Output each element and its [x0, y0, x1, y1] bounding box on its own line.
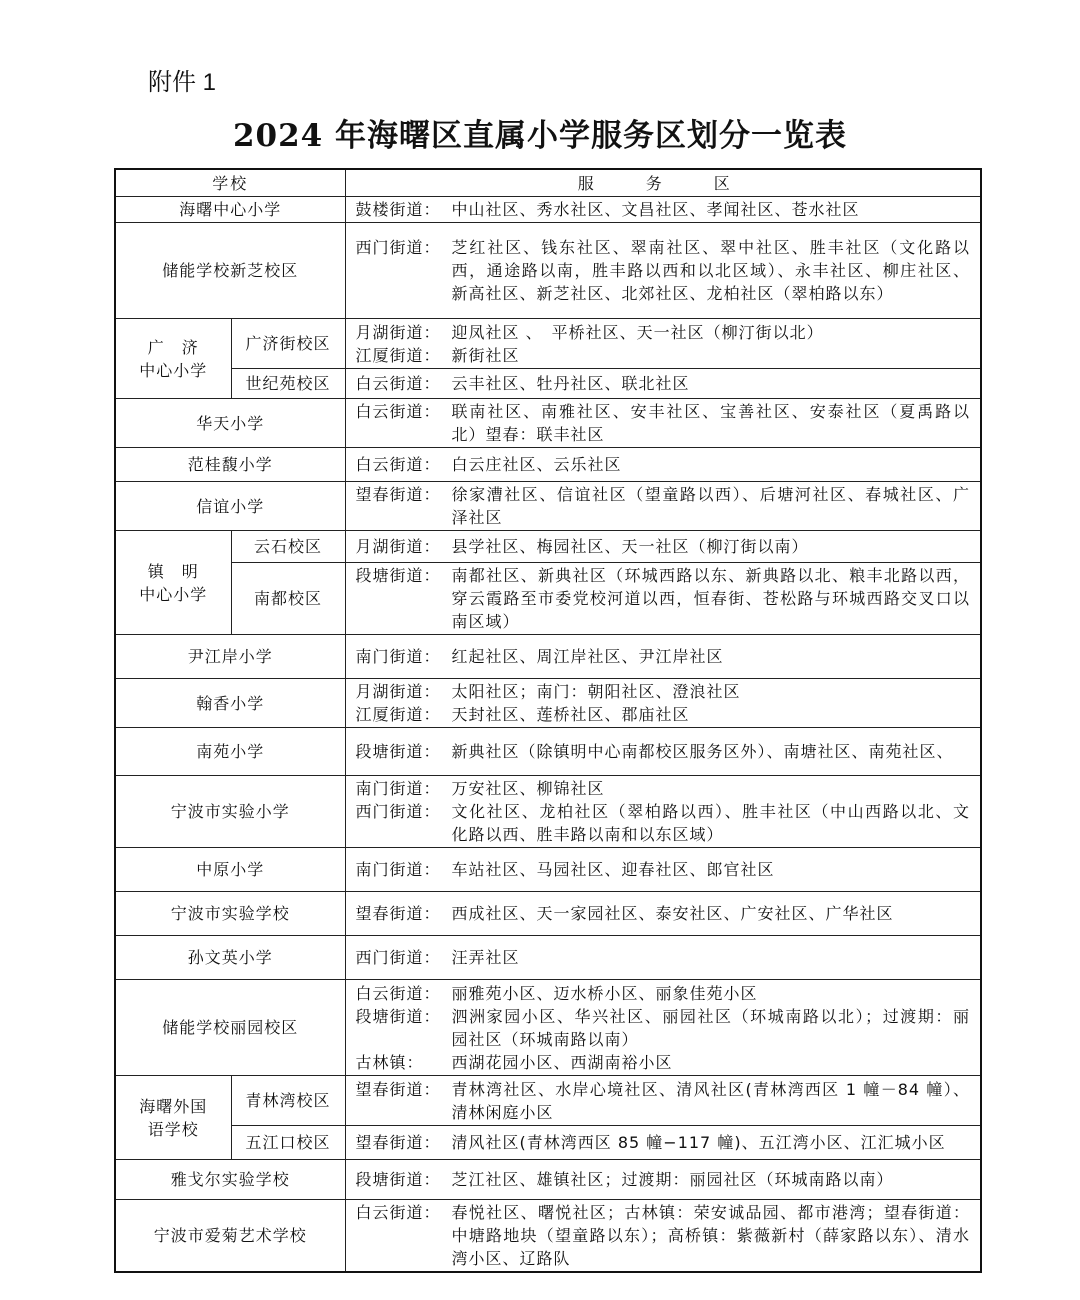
table-row [115, 223, 981, 319]
street-name: 段塘街道： [355, 742, 441, 761]
community-list: 西湖花园小区、西湖南裕小区 [451, 1052, 673, 1072]
table-row [115, 980, 981, 1076]
school-group-name-line: 语学校 [147, 1119, 199, 1139]
street-name: 西门街道： [355, 802, 441, 821]
service-line [356, 198, 971, 221]
street-name: 鼓楼街道： [355, 200, 441, 219]
school-name: 南苑小学 [115, 728, 345, 776]
attachment-label: 附件 1 [148, 69, 217, 96]
table-row [115, 1076, 981, 1126]
community-list: 白云庄社区、云乐社区 [451, 455, 622, 474]
school-group-name-line: 广 济 [147, 337, 199, 357]
service-line [356, 1051, 971, 1074]
street-name: 江厦街道： [355, 705, 441, 724]
table-row [115, 848, 981, 892]
community-list: 汪弄社区 [451, 948, 520, 967]
service-line [356, 483, 971, 529]
street-name: 段塘街道： [355, 1170, 441, 1189]
service-area-cell [345, 936, 981, 980]
community-list: 天封社区、莲桥社区、郡庙社区 [451, 705, 690, 724]
table-row [115, 448, 981, 482]
community-list: 青林湾社区、水岸心境社区、清风社区(青林湾西区 1 幢－84 幢）、清林闲庭小区 [451, 1079, 971, 1122]
school-name: 海曙中心小学 [115, 197, 345, 223]
service-line [356, 564, 971, 633]
community-list: 芝江社区、雄镇社区；过渡期：丽园社区（环城南路以南） [451, 1170, 894, 1189]
campus-name: 五江口校区 [231, 1126, 345, 1160]
service-area-cell [345, 197, 981, 223]
school-name: 储能学校丽园校区 [115, 980, 345, 1076]
table-row [115, 369, 981, 399]
table-row [115, 1126, 981, 1160]
school-name: 信谊小学 [115, 482, 345, 531]
service-line [356, 400, 971, 446]
street-name: 望春街道： [355, 485, 441, 504]
service-line [356, 344, 971, 367]
campus-name: 南都校区 [231, 563, 345, 635]
community-list: 文化社区、龙柏社区（翠柏路以西）、胜丰社区（中山西路以北、文化路以西、胜丰路以南和以东区域） [451, 802, 971, 844]
service-line [356, 535, 971, 558]
school-name: 雅戈尔实验学校 [115, 1160, 345, 1200]
street-name: 白云街道： [355, 455, 441, 474]
header-service: 服 务 区 [345, 169, 981, 197]
service-area-cell [345, 728, 981, 776]
community-list: 迎凤社区 、 平桥社区、天一社区（柳汀街以北） [451, 322, 824, 342]
school-group-name-line: 镇 明 [147, 561, 199, 581]
table-row [115, 635, 981, 679]
community-list: 南都社区、新典社区（环城西路以东、新典路以北、粮丰北路以西，穿云霞路至市委党校河道以西，恒春街、苍松路与环城西路交叉口以南区域） [451, 566, 971, 631]
table-row [115, 1160, 981, 1200]
table-row [115, 197, 981, 223]
school-name: 孙文英小学 [115, 936, 345, 980]
community-list: 太阳社区；南门：朝阳社区、澄浪社区 [451, 682, 741, 701]
table-row [115, 482, 981, 531]
table-row [115, 531, 981, 563]
service-line [356, 1078, 971, 1124]
service-line [356, 1005, 971, 1051]
service-line [356, 453, 971, 476]
community-list: 万安社区、柳锦社区 [451, 779, 605, 798]
service-area-cell [345, 635, 981, 679]
street-name: 望春街道： [355, 1079, 441, 1099]
service-line [356, 982, 971, 1005]
community-list: 县学社区、梅园社区、天一社区（柳汀街以南） [451, 537, 809, 556]
street-name: 江厦街道： [355, 345, 441, 365]
service-line [356, 858, 971, 881]
community-list: 新典社区（除镇明中心南都校区服务区外）、南塘社区、南苑社区、 [451, 742, 954, 761]
street-name: 西门街道： [355, 948, 441, 967]
street-name: 段塘街道： [355, 566, 441, 585]
school-name: 范桂馥小学 [115, 448, 345, 482]
campus-name: 青林湾校区 [231, 1076, 345, 1126]
school-name: 中原小学 [115, 848, 345, 892]
service-line [356, 680, 971, 703]
service-area-cell [345, 1126, 981, 1160]
service-line [356, 321, 971, 344]
community-list: 清风社区(青林湾西区 85 幢−117 幢)、五江湾小区、江汇城小区 [451, 1133, 946, 1152]
street-name: 白云街道： [355, 374, 441, 393]
header-school: 学校 [115, 169, 345, 197]
street-name: 望春街道： [355, 904, 441, 923]
service-area-cell [345, 563, 981, 635]
community-list: 红起社区、周江岸社区、尹江岸社区 [451, 647, 724, 666]
school-group-name-line: 海曙外国 [139, 1096, 208, 1116]
service-area-cell [345, 319, 981, 369]
school-group-name [115, 1076, 231, 1160]
service-line [356, 946, 971, 969]
service-area-table [114, 168, 982, 1273]
service-line [356, 800, 971, 846]
service-line [356, 645, 971, 668]
community-list: 云丰社区、牡丹社区、联北社区 [451, 374, 690, 393]
community-list: 车站社区、马园社区、迎春社区、郎官社区 [451, 860, 775, 879]
service-area-cell [345, 776, 981, 848]
service-area-cell [345, 892, 981, 936]
street-name: 白云街道： [355, 983, 441, 1003]
service-area-cell [345, 679, 981, 728]
school-name: 宁波市爱菊艺术学校 [115, 1200, 345, 1273]
street-name: 南门街道： [355, 860, 441, 879]
table-row [115, 1200, 981, 1273]
service-line [356, 236, 971, 305]
street-name: 南门街道： [355, 647, 441, 666]
table-header-row [115, 169, 981, 197]
table-row [115, 563, 981, 635]
campus-name: 世纪苑校区 [231, 369, 345, 399]
community-list: 中山社区、秀水社区、文昌社区、孝闻社区、苍水社区 [451, 200, 860, 219]
street-name: 月湖街道： [355, 322, 441, 342]
street-name: 白云街道： [355, 1203, 441, 1222]
table-row [115, 728, 981, 776]
service-area-cell [345, 1076, 981, 1126]
school-group-name [115, 319, 231, 399]
table-row [115, 776, 981, 848]
street-name: 月湖街道： [355, 682, 441, 701]
service-area-cell [345, 1160, 981, 1200]
table-row [115, 679, 981, 728]
street-name: 月湖街道： [355, 537, 441, 556]
service-line [356, 703, 971, 726]
service-area-cell [345, 369, 981, 399]
school-name: 翰香小学 [115, 679, 345, 728]
community-list: 春悦社区、曙悦社区；古林镇：荣安诚品园、都市港湾；望春街道：中塘路地块（望童路以东）；高桥镇：紫薇新村（薛家路以东）、清水湾小区、辽路队 [451, 1203, 971, 1268]
street-name: 白云街道： [355, 402, 441, 421]
community-list: 新街社区 [451, 345, 520, 365]
school-name: 华天小学 [115, 399, 345, 448]
street-name: 西门街道： [355, 238, 441, 257]
service-line [356, 777, 971, 800]
table-row [115, 319, 981, 369]
school-name: 宁波市实验学校 [115, 892, 345, 936]
street-name: 段塘街道： [355, 1006, 441, 1026]
school-group-name-line: 中心小学 [139, 360, 208, 380]
campus-name: 云石校区 [231, 531, 345, 563]
community-list: 芝红社区、钱东社区、翠南社区、翠中社区、胜丰社区（文化路以西，通途路以南，胜丰路以西和以北区域）、永丰社区、柳庄社区、新高社区、新芝社区、北郊社区、龙柏社区（翠柏路以东） [451, 238, 971, 303]
campus-name: 广济街校区 [231, 319, 345, 369]
service-line [356, 1131, 971, 1154]
table-row [115, 892, 981, 936]
service-area-cell [345, 1200, 981, 1273]
service-line [356, 902, 971, 925]
service-area-cell [345, 223, 981, 319]
school-name: 储能学校新芝校区 [115, 223, 345, 319]
service-line [356, 1168, 971, 1191]
community-list: 徐家漕社区、信谊社区（望童路以西）、后塘河社区、春城社区、广泽社区 [451, 485, 971, 527]
service-line [356, 372, 971, 395]
service-area-cell [345, 448, 981, 482]
service-area-cell [345, 980, 981, 1076]
community-list: 联南社区、南雅社区、安丰社区、宝善社区、安泰社区（夏禹路以北）望春：联丰社区 [451, 402, 971, 444]
community-list: 泗洲家园小区、华兴社区、丽园社区（环城南路以北）；过渡期：丽园社区（环城南路以南） [451, 1006, 971, 1049]
table-row [115, 399, 981, 448]
service-area-cell [345, 531, 981, 563]
service-area-cell [345, 482, 981, 531]
street-name: 古林镇： [355, 1052, 424, 1072]
table-row [115, 936, 981, 980]
service-line [356, 1201, 971, 1270]
service-area-cell [345, 399, 981, 448]
school-group-name [115, 531, 231, 635]
service-line [356, 740, 971, 763]
community-list: 丽雅苑小区、迈水桥小区、丽象佳苑小区 [451, 983, 758, 1003]
service-area-cell [345, 848, 981, 892]
school-name: 宁波市实验小学 [115, 776, 345, 848]
street-name: 望春街道： [355, 1133, 441, 1152]
school-name: 尹江岸小学 [115, 635, 345, 679]
community-list: 西成社区、天一家园社区、泰安社区、广安社区、广华社区 [451, 904, 894, 923]
document-title: 2024 年海曙区直属小学服务区划分一览表 [232, 118, 848, 154]
street-name: 南门街道： [355, 779, 441, 798]
school-group-name-line: 中心小学 [139, 584, 208, 604]
